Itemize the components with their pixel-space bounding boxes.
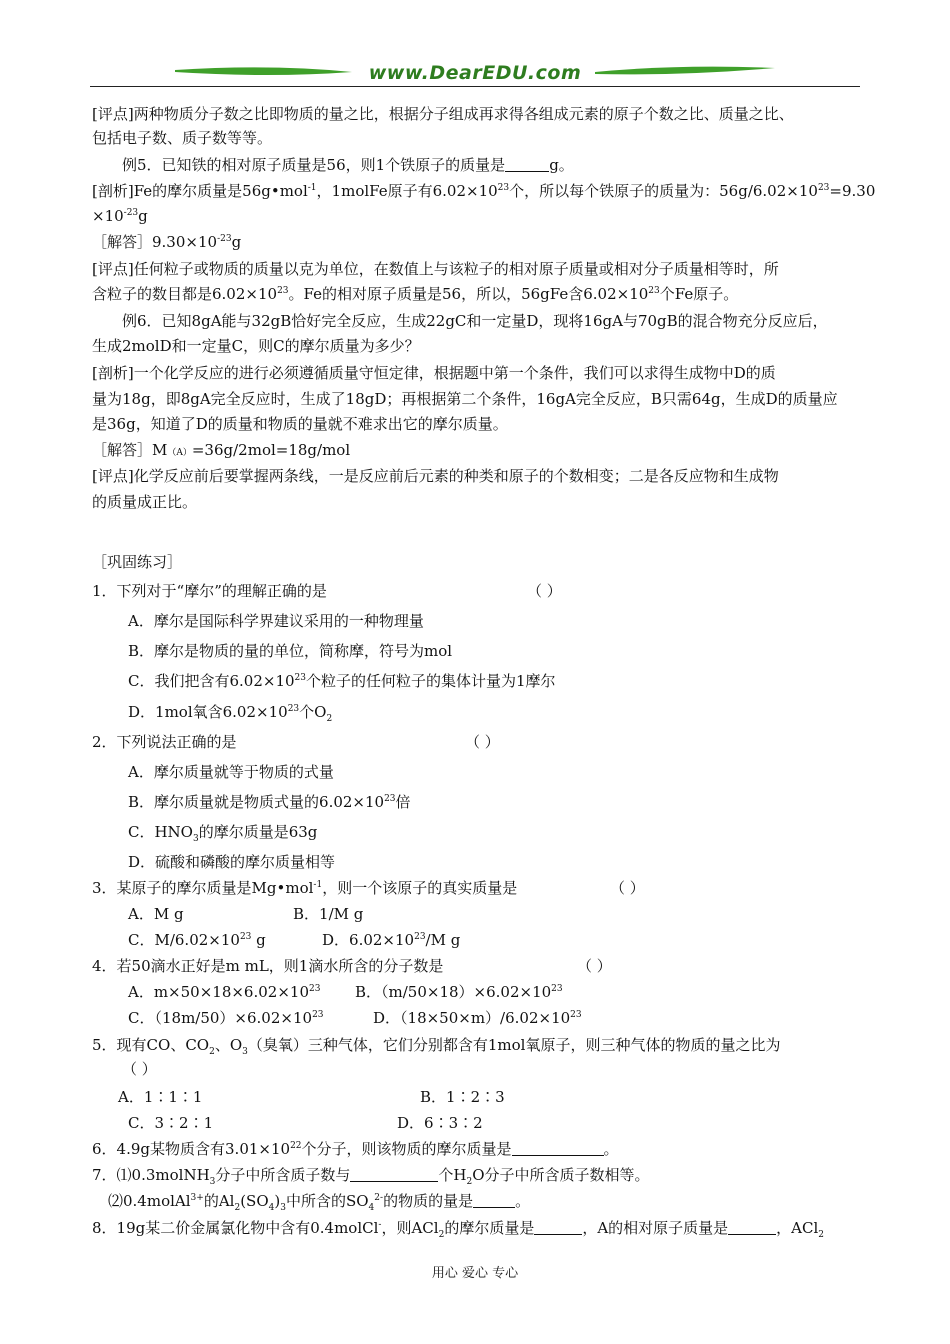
option-b: B．摩尔质量就是物质式量的$6.02\times 10^{23}$倍 (128, 793, 411, 811)
option-b: B．1/M g (293, 905, 364, 923)
answer-bracket[interactable]: （ ） (610, 879, 645, 897)
answer-blank[interactable] (534, 1220, 582, 1235)
text-line: 包括电子数、质子数等等。 (92, 129, 273, 147)
question-7: 7．⑴0.3molNH$_3$分子中所含质子数与 个$H_2O$分子中所含质子数相等。 (92, 1166, 650, 1187)
option-d: D．6∶3∶2 (397, 1114, 483, 1132)
option-d: D．1mol氧含$6.02\times 10^{23}$个$O_2$ (128, 703, 333, 724)
option-b: B．摩尔是物质的量的单位，简称摩，符号为mol (128, 642, 453, 660)
question-8: 8．19g某二价金属氯化物中含有0.4molCl-，则ACl$_2$的摩尔质量是 ，A的相对原子质量是 ，ACl$_2$ (92, 1219, 825, 1240)
question-5: 5．现有CO、$CO_2$、$O_3$（臭氧）三种气体，它们分别都含有1mol氧原子，则三种气体的物质的量之比为 (92, 1036, 781, 1057)
answer-bracket[interactable]: （ ） (465, 733, 500, 751)
question-6: 6．4.9g某物质含有$3.01\times 10^{22}$个分子，则该物质的摩尔质量是 。 (92, 1140, 619, 1158)
answer-blank[interactable] (728, 1220, 776, 1235)
option-d: D．$(18\times 50\times m)/6.02\times 10^{23}$ (373, 1009, 582, 1027)
question-3: 3．某原子的摩尔质量是Mg•mol$^{-1}$，则一个该原子的真实质量是 (92, 879, 518, 897)
text-line: [评点]任何粒子或物质的质量以克为单位，在数值上与该粒子的相对原子质量或相对分子质量相等时，所 (92, 260, 779, 278)
example-5: 例5．已知铁的相对原子质量是56，则1个铁原子的质量是 g。 (122, 156, 574, 174)
site-logo[interactable]: www.DearEDU.com (368, 62, 582, 84)
option-d: D．硫酸和磷酸的摩尔质量相等 (128, 853, 336, 871)
text-line: 量为18g，即8gA完全反应时，生成了18gD；再根据第二个条件，16gA完全反应，B只需64g，生成D的质量应 (92, 390, 838, 408)
page-footer: 用心 爱心 专心 (431, 1266, 519, 1281)
text-line: [剖析]一个化学反应的进行必须遵循质量守恒定律，根据题中第一个条件，我们可以求得生成物中D的质 (92, 364, 776, 382)
page-header (90, 58, 860, 92)
option-a: A．摩尔是国际科学界建议采用的一种物理量 (128, 612, 424, 630)
question-1: 1．下列对于“摩尔”的理解正确的是 (92, 582, 327, 600)
option-b: B．1∶2∶3 (420, 1088, 505, 1106)
option-c: C．$M/6.02\times 10^{23}$ g (128, 931, 266, 949)
answer-blank[interactable] (473, 1193, 515, 1208)
answer-blank[interactable] (512, 1141, 604, 1156)
question-7-part-2: ⑵0.4molAl$^{3+}$的$Al_2(SO_4)_3$中所含的$SO_4^{2-}$的物质的量是 。 (108, 1192, 531, 1213)
question-2: 2．下列说法正确的是 (92, 733, 237, 751)
analysis-line: $\times 10^{-23}g$ (92, 207, 148, 225)
text-line: 生成2molD和一定量C，则C的摩尔质量为多少？ (92, 337, 420, 355)
text-line: [评点]化学反应前后要掌握两条线，一是反应前后元素的种类和原子的个数相变；二是各反应物和生成物 (92, 467, 779, 485)
answer-bracket[interactable]: （ ） (122, 1060, 157, 1078)
text-line: [评点]两种物质分子数之比即物质的量之比，根据分子组成再求得各组成元素的原子个数之比、质量之比、 (92, 105, 794, 123)
option-b: B．$(m/50\times 18)\times 6.02\times 10^{23}$ (355, 983, 563, 1001)
answer-line: ［解答］M（A）=36g/2mol=18g/mol (92, 441, 351, 459)
section-title: ［巩固练习］ (92, 553, 183, 571)
answer-blank[interactable] (350, 1167, 438, 1182)
text-line: 的质量成正比。 (92, 493, 198, 511)
answer-line: ［解答$]9.30\times 10^{-23}g$ (92, 233, 242, 251)
text-line: 含粒子的数目都是$6.02\times 10^{23}$。Fe的相对原子质量是56，所以，56gFe含$6.02\times 10^{23}$个Fe原子。 (92, 285, 739, 303)
option-a: A．1∶1∶1 (118, 1088, 203, 1106)
option-a: A．M g (128, 905, 184, 923)
analysis-line: [剖析]Fe的摩尔质量是56g•mol$^{-1}$，1molFe原子有$6.02\times 10^{23}$个，所以每个铁原子的质量为：$56g/6.02\times 10^{23}=9.30$ (92, 182, 876, 200)
option-c: C．$(18m/50)\times 6.02\times 10^{23}$ (128, 1009, 324, 1027)
answer-bracket[interactable]: （ ） (577, 957, 612, 975)
question-4: 4．若50滴水正好是m mL，则1滴水所含的分子数是 (92, 957, 444, 975)
header-divider (90, 86, 860, 87)
option-c: C．我们把含有$6.02\times 10^{23}$个粒子的任何粒子的集体计量为1摩尔 (128, 672, 556, 690)
option-c: C．$HNO_3$的摩尔质量是63g (128, 823, 318, 844)
option-c: C．3∶2∶1 (128, 1114, 214, 1132)
option-a: A．摩尔质量就等于物质的式量 (128, 763, 334, 781)
example-6: 例6．已知8gA能与32gB恰好完全反应，生成22gC和一定量D，现将16gA与70gB的混合物充分反应后， (122, 312, 828, 330)
text-line: 是36g，知道了D的质量和物质的量就不难求出它的摩尔质量。 (92, 415, 508, 433)
option-d: D．$6.02\times 10^{23}/M$ g (322, 931, 461, 949)
answer-bracket[interactable]: （ ） (527, 582, 562, 600)
option-a: A．$m\times 50\times 18\times 6.02\times 10^{23}$ (128, 983, 321, 1001)
